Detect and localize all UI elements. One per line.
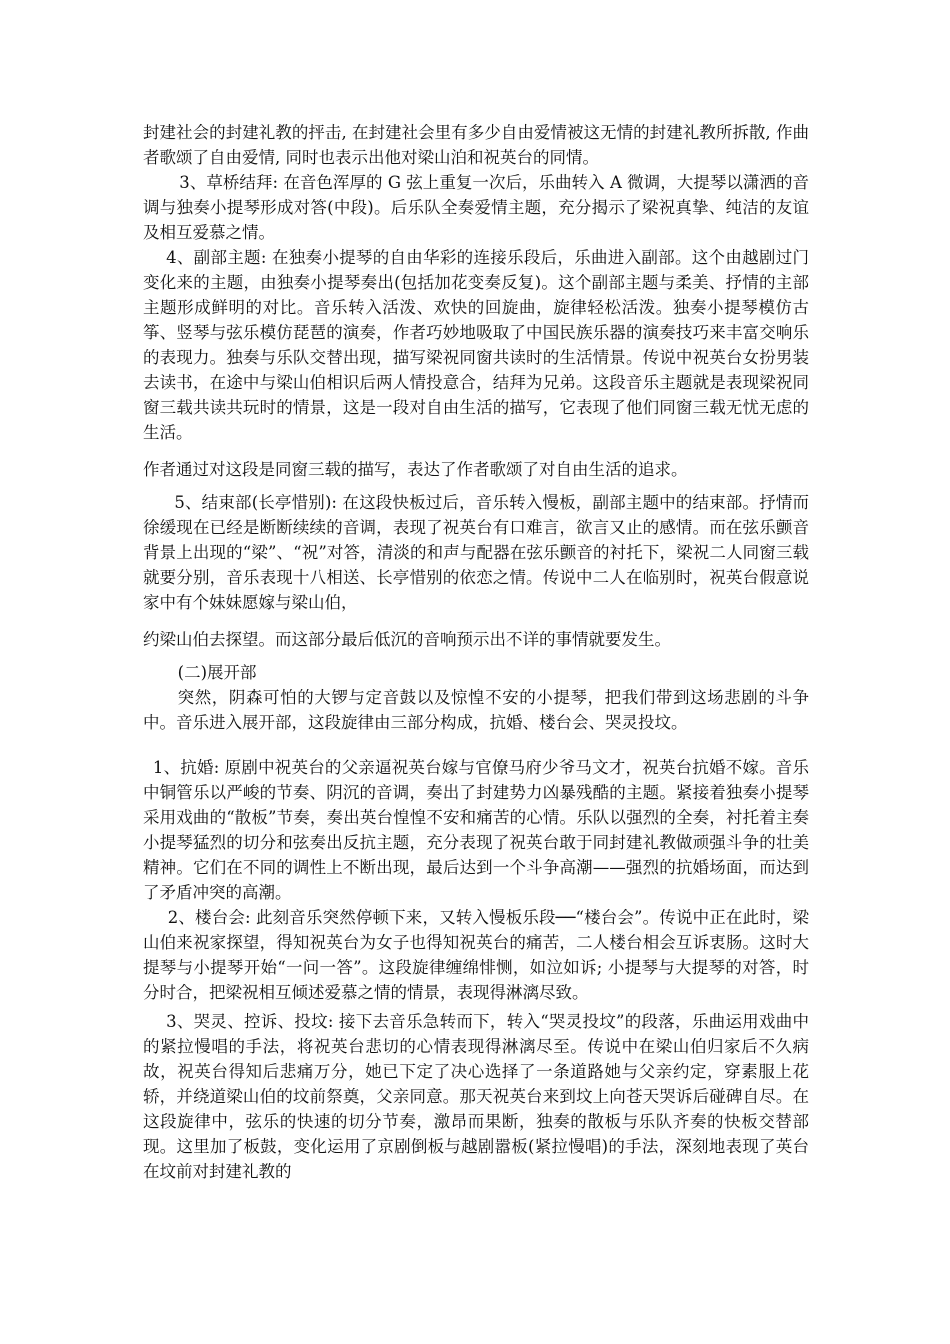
paragraph-feudal-critique: 封建社会的封建礼教的抨击, 在封建社会里有多少自由爱情被这无情的封建礼教所拆散, 作曲者歌颂了自由爱情, 同时也表示出他对梁山泊和祝英台的同情。 (143, 123, 809, 167)
paragraph-caoqiao-jiebai: 3、草桥结拜: 在音色浑厚的 G 弦上重复一次后，乐曲转入 A 微调，大提琴以潇洒的音调与独奏小提琴形成对答(中段)。后乐队全奏爱情主题，充分揭示了梁祝真挚、纯洁的友谊及相互爱慕之情。 (143, 173, 809, 242)
paragraph-author-summary: 作者通过对这段是同窗三载的描写，表达了作者歌颂了对自由生活的追求。 (143, 460, 688, 479)
paragraph-loutai-hui: 2、楼台会: 此刻音乐突然停顿下来，又转入慢板乐段──“楼台会”。传说中正在此时，梁山伯来祝家探望，得知祝英台为女子也得知祝英台的痛苦，二人楼台相会互诉衷肠。这时大提琴与小提琴开始“一问一答”。这段旋律缠绵悱恻，如泣如诉; 小提琴与大提琴的对答，时分时合，把梁祝相互倾述爱慕之情的情景，表现得淋漓尽致。 (143, 908, 809, 1002)
document-page (143, 120, 809, 1184)
paragraph-resist-marriage: 1、抗婚: 原剧中祝英台的父亲逼祝英台嫁与官僚马府少爷马文才，祝英台抗婚不嫁。音乐中铜管乐以严峻的节奏、阴沉的音调，奏出了封建势力凶暴残酷的主题。紧接着独奏小提琴采用戏曲的“散板”节奏，奏出英台惶惶不安和痛苦的心情。乐队以强烈的全奏，衬托着主奏小提琴猛烈的切分和弦奏出反抗主题，充分表现了祝英台敢于同封建礼教做顽强斗争的壮美精神。它们在不同的调性上不断出现，最后达到一个斗争高潮——强烈的抗婚场面，而达到了矛盾冲突的高潮。 (143, 758, 809, 902)
section-heading-development: (二)展开部 (177, 663, 257, 682)
paragraph-closing-section: 5、结束部(长亭惜别): 在这段快板过后，音乐转入慢板，副部主题中的结束部。抒情而徐缓现在已经是断断续续的音调，表现了祝英台有口难言，欲言又止的感情。而在弦乐颤音背景上出现的“梁”、“祝”对答，清淡的和声与配器在弦乐颤音的衬托下，梁祝二人同窗三载就要分别，音乐表现十八相送、长亭惜别的依恋之情。传说中二人在临别时，祝英台假意说家中有个妹妹愿嫁与梁山伯， (143, 493, 809, 612)
paragraph-development-intro: 突然，阴森可怕的大锣与定音鼓以及惊惶不安的小提琴，把我们带到这场悲剧的斗争中。音乐进入展开部，这段旋律由三部分构成，抗婚、楼台会、哭灵投坟。 (143, 688, 809, 732)
paragraph-secondary-theme: 4、副部主题: 在独奏小提琴的自由华彩的连接乐段后，乐曲进入副部。这个由越剧过门变化来的主题，由独奏小提琴奏出(包括加花变奏反复)。这个副部主题与柔美、抒情的主部主题形成鲜明的对比。音乐转入活泼、欢快的回旋曲，旋律轻松活泼。独奏小提琴模仿古筝、竖琴与弦乐模仿琵琶的演奏，作者巧妙地吸取了中国民族乐器的演奏技巧来丰富交响乐的表现力。独奏与乐队交替出现，描写梁祝同窗共读时的生活情景。传说中祝英台女扮男装去读书，在途中与梁山伯相识后两人情投意合，结拜为兄弟。这段音乐主题就是表现梁祝同窗三载共读共玩时的情景，这是一段对自由生活的描写，它表现了他们同窗三载无忧无虑的生活。 (143, 248, 809, 442)
paragraph-kuling-tofen: 3、哭灵、控诉、投坟: 接下去音乐急转而下，转入“哭灵投坟”的段落，乐曲运用戏曲中的紧拉慢唱的手法，将祝英台悲切的心情表现得淋漓尽至。传说中在梁山伯归家后不久病故，祝英台得知后悲痛万分，她已下定了决心选择了一条道路她与父亲约定，穿素服上花轿，并绕道梁山伯的坟前祭奠，父亲同意。那天祝英台来到坟上向苍天哭诉后碰碑自尽。在这段旋律中，弦乐的快速的切分节奏，激昂而果断，独奏的散板与乐队齐奏的快板交替部现。这里加了板鼓，变化运用了京剧倒板与越剧嚣板(紧拉慢唱)的手法，深刻地表现了英台在坟前对封建礼教的 (143, 1012, 809, 1181)
paragraph-ominous-ending: 约梁山伯去探望。而这部分最后低沉的音响预示出不详的事情就要发生。 (143, 630, 671, 649)
